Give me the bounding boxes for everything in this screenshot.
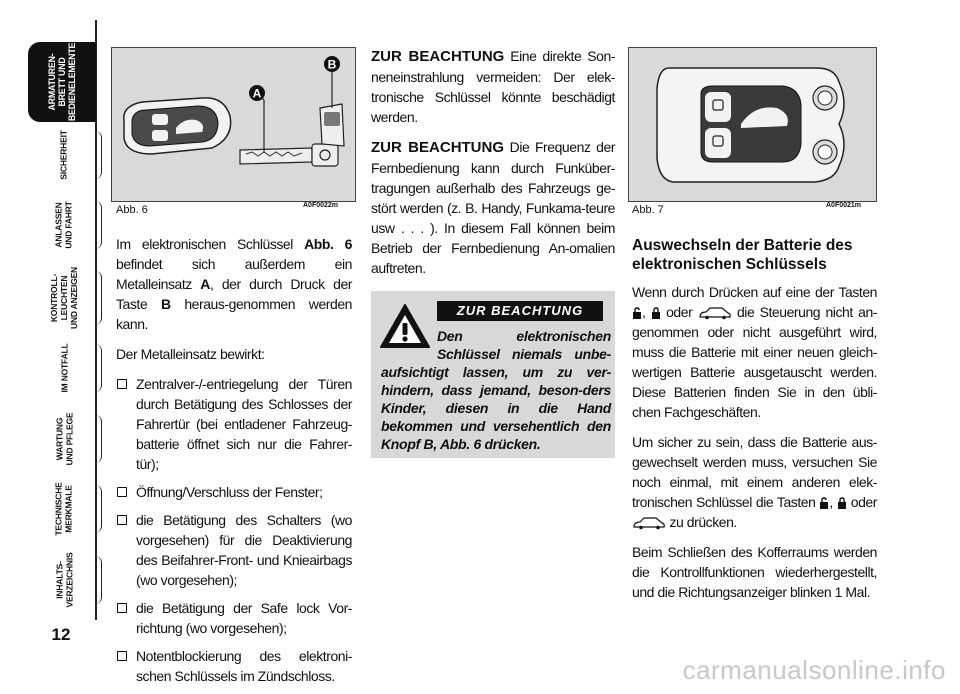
intro-text: Im elektronischen Schlüssel bbox=[116, 236, 305, 252]
list-item: Notentblockierung des elektroni-schen Schlüssels im Zündschloss. bbox=[116, 646, 352, 686]
effects-lead: Der Metalleinsatz bewirkt: bbox=[116, 346, 265, 362]
paragraph-text: Wenn durch Drücken auf eine der Tasten bbox=[632, 284, 877, 300]
right-column bbox=[632, 236, 877, 612]
tab-sicherheit[interactable] bbox=[33, 123, 95, 187]
warning-text bbox=[381, 327, 611, 453]
key-fob-illustration bbox=[629, 48, 876, 201]
lock-key-icon bbox=[651, 307, 661, 319]
paragraph-text: die Steuerung nicht an-genommen oder nicht ausgeführt wird, muss die Batterie mit einer neuen gleich-wertigen Batterie ausgetauscht werden. Diese Batterien finden Sie in den übli-chen Fachgeschäften. bbox=[632, 304, 877, 420]
separator: , bbox=[829, 494, 837, 510]
key-insert-illustration bbox=[112, 48, 355, 201]
section-heading: Auswechseln der Batterie des elektronischen Schlüssels bbox=[632, 237, 853, 273]
warning-banner: ZUR BEACHTUNG bbox=[437, 301, 603, 321]
warning-body: Den elektronischen Schlüssel niemals unbe-aufsichtigt lassen, um zu ver-hindern, dass jemand, beson-ders Kinder, diesen in die Hand bekommen und versehentlich den Knopf B, Abb. 6 drücken. bbox=[381, 328, 611, 452]
tab-anlassen[interactable] bbox=[33, 193, 95, 257]
figure-7-code: A0F0021m bbox=[826, 202, 862, 209]
figure-6-key-with-insert bbox=[111, 47, 356, 202]
separator: , bbox=[642, 304, 651, 320]
battery-paragraph-1 bbox=[632, 282, 877, 422]
tab-label: SICHERHEIT bbox=[58, 130, 69, 180]
note-sun bbox=[371, 46, 615, 127]
note-frequency bbox=[371, 137, 615, 278]
figure-6-caption: Abb. 6 bbox=[116, 204, 148, 216]
figure-7-key-fob bbox=[628, 47, 877, 202]
trunk-car-icon bbox=[632, 516, 666, 530]
intro-paragraph bbox=[116, 234, 352, 334]
middle-column bbox=[371, 46, 615, 288]
tab-label: TECHNISCHE MERKMALE bbox=[53, 482, 74, 536]
list-item: die Betätigung der Safe lock Vor-richtung (wo vorgesehen); bbox=[116, 598, 352, 638]
note-text: Eine direkte Son-neneinstrahlung vermeiden: Der elek-tronische Schlüssel könnte beschädigt werden. bbox=[371, 48, 615, 125]
warning-box bbox=[371, 291, 615, 458]
left-column bbox=[116, 234, 352, 694]
watermark: carmanualsonline.info bbox=[682, 655, 946, 685]
note-heading: ZUR BEACHTUNG bbox=[371, 139, 505, 156]
tab-label: ARMATUREN- BRETT UND BEDIENELEMENTE bbox=[47, 42, 77, 122]
effects-list bbox=[116, 374, 352, 686]
paragraph-text: zu drücken. bbox=[666, 514, 737, 530]
list-item: Zentralver-/-entriegelung der Türen durch Betätigung des Schlosses der Fahrertür (bei entladener Fahrzeug-batterie öffnet sich nur die Fahrer-tür); bbox=[116, 374, 352, 474]
lock-key-icon bbox=[837, 497, 847, 509]
page-number: 12 bbox=[51, 625, 71, 644]
intro-text: befindet sich außerdem ein Metalleinsatz bbox=[116, 256, 352, 292]
battery-paragraph-3: Beim Schließen des Kofferraums werden die Kontrollfunktionen wiederhergestellt, und die Richtungsanzeiger blinken 1 Mal. bbox=[632, 544, 877, 600]
tab-label: INHALTS- VERZEICHNIS bbox=[53, 552, 74, 608]
note-text: Die Frequenz der Fernbedienung kann durch Funküber-tragungen außerhalb des Fahrzeugs ge-stört werden (z. B. Handy, Funkama-teure usw . . . ). In diesem Fall können beim Betrieb der Fernbedienung An-omalien auftreten. bbox=[371, 139, 616, 276]
tab-label: IM NOTFALL bbox=[59, 343, 69, 393]
tab-label: KONTROLL- LEUCHTEN UND ANZEIGEN bbox=[48, 267, 79, 329]
tab-wartung[interactable] bbox=[33, 407, 95, 471]
figure-6-code: A0F0022m bbox=[303, 202, 339, 209]
tab-inhaltsverzeichnis[interactable] bbox=[33, 548, 95, 612]
separator: oder bbox=[660, 304, 698, 320]
intro-text: , der durch Druck der Taste bbox=[116, 276, 353, 312]
tab-notfall[interactable] bbox=[33, 336, 95, 400]
tab-label: ANLASSEN UND FAHRT bbox=[54, 201, 74, 249]
note-heading: ZUR BEACHTUNG bbox=[371, 48, 505, 65]
intro-figure-ref: Abb. 6 bbox=[304, 236, 352, 252]
intro-label-a: A bbox=[200, 276, 210, 292]
unlock-key-icon bbox=[819, 497, 829, 509]
tab-kontrollleuchten[interactable] bbox=[33, 263, 95, 333]
list-item: Öffnung/Verschluss der Fenster; bbox=[116, 482, 352, 502]
tab-technische-merkmale[interactable] bbox=[33, 477, 95, 541]
tab-armaturenbrett[interactable] bbox=[28, 42, 96, 122]
battery-paragraph-2 bbox=[632, 432, 877, 532]
callout-a: A bbox=[252, 86, 262, 101]
tab-label: WARTUNG UND PFLEGE bbox=[54, 412, 74, 466]
figure-7-caption: Abb. 7 bbox=[632, 204, 664, 216]
trunk-car-icon bbox=[698, 306, 732, 320]
list-item: die Betätigung des Schalters (wo vorgesehen) für die Deaktivierung des Beifahrer-Front- und Knieairbags (wo vorgesehen); bbox=[116, 510, 352, 590]
intro-text: heraus-genommen werden kann. bbox=[116, 296, 353, 332]
intro-label-b: B bbox=[160, 296, 171, 312]
callout-b: B bbox=[327, 57, 337, 72]
paragraph-text: Um sicher zu sein, dass die Batterie aus-gewechselt werden muss, versuchen Sie noch einmal, mit einem anderen elek-tronischen Schlüssel die Tasten bbox=[632, 434, 877, 510]
separator: oder bbox=[846, 494, 877, 510]
unlock-key-icon bbox=[632, 307, 642, 319]
